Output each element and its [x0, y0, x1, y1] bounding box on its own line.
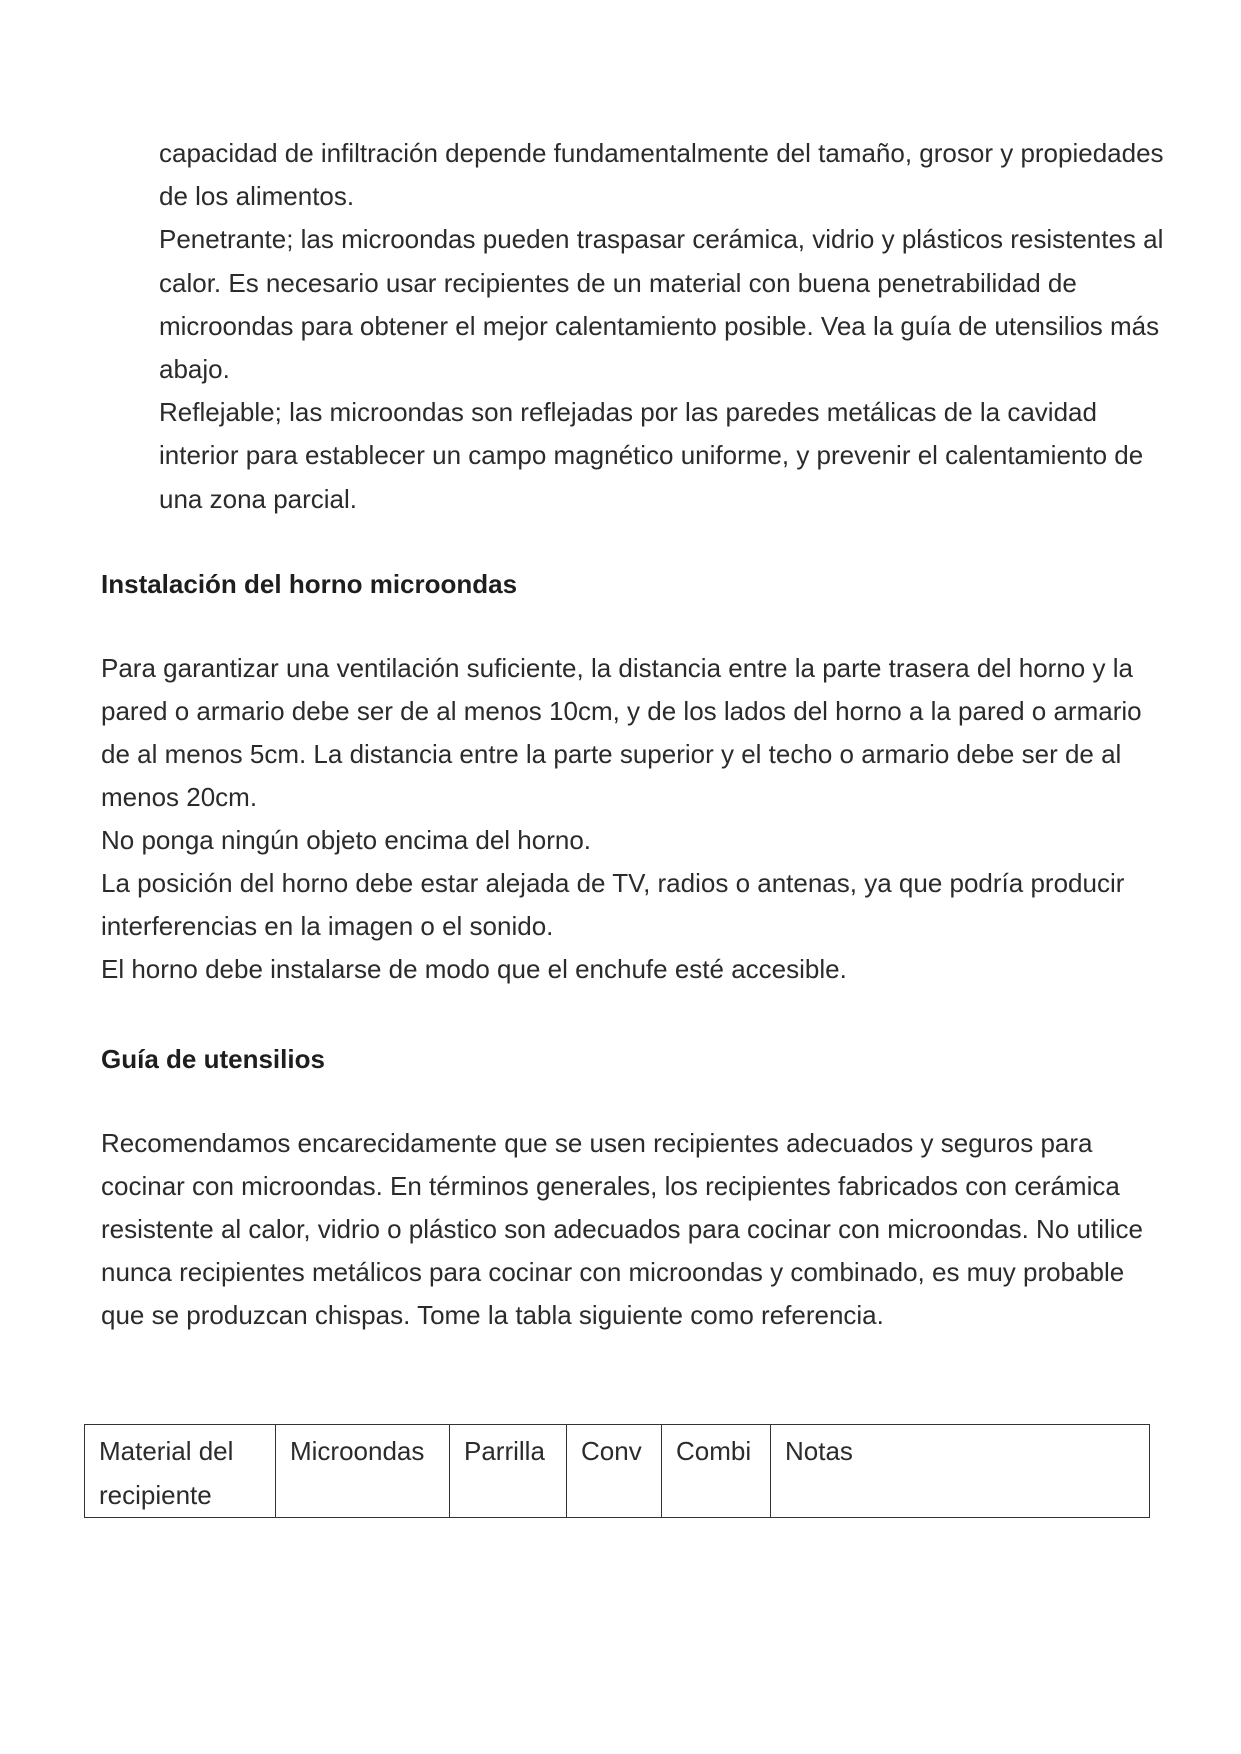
paragraph-reflectable: Reflejable; las microondas son reflejadas por las paredes metálicas de la cavidad interior para establecer un campo magnético uniforme, y prevenir el calentamiento de una zona parcial.	[159, 397, 1144, 514]
header-notes: Notas	[771, 1425, 1150, 1518]
paragraph-interference: La posición del horno debe estar alejada de TV, radios o antenas, ya que podría producir interferencias en la imagen o el sonido.	[101, 868, 1125, 941]
paragraph-utensils-recommendation: Recomendamos encarecidamente que se usen recipientes adecuados y seguros para cocinar con microondas. En términos generales, los recipientes fabricados con cerámica resistente al calor, vidrio o plástico son adecuados para cocinar con microondas. No utilice nunca recipientes metálicos para cocinar con microondas y combinado, es muy probable que se produzcan chispas. Tome la tabla siguiente como referencia.	[101, 1128, 1143, 1330]
header-combi: Combi	[662, 1425, 771, 1518]
installation-heading: Instalación del horno microondas	[101, 569, 518, 599]
header-convection: Conv	[567, 1425, 662, 1518]
paragraph-penetrating: Penetrante; las microondas pueden traspasar cerámica, vidrio y plásticos resistentes al calor. Es necesario usar recipientes de un material con buena penetrabilidad de microondas para obtener el mejor calentamiento posible. Vea la guía de utensilios más abajo.	[159, 224, 1164, 385]
paragraph-ventilation: Para garantizar una ventilación suficiente, la distancia entre la parte trasera del horno y la pared o armario debe ser de al menos 10cm, y de los lados del horno a la pared o armario de al menos 5cm. La distancia entre la parte superior y el techo o armario debe ser de al menos 20cm.	[101, 653, 1142, 812]
utensils-block	[101, 1122, 1171, 1337]
microwave-properties-block	[159, 132, 1169, 521]
header-material: Material del recipiente	[85, 1425, 276, 1518]
paragraph-infiltration: capacidad de infiltración depende fundamentalmente del tamaño, grosor y propiedades de los alimentos.	[159, 138, 1164, 212]
paragraph-no-objects: No ponga ningún objeto encima del horno.	[101, 825, 592, 855]
utensils-heading: Guía de utensilios	[101, 1044, 325, 1074]
utensils-table	[84, 1424, 1150, 1518]
header-microwave: Microondas	[276, 1425, 450, 1518]
header-grill: Parrilla	[450, 1425, 567, 1518]
paragraph-plug-access: El horno debe instalarse de modo que el enchufe esté accesible.	[101, 954, 847, 984]
installation-block	[101, 647, 1171, 991]
table-header-row	[85, 1425, 1150, 1518]
